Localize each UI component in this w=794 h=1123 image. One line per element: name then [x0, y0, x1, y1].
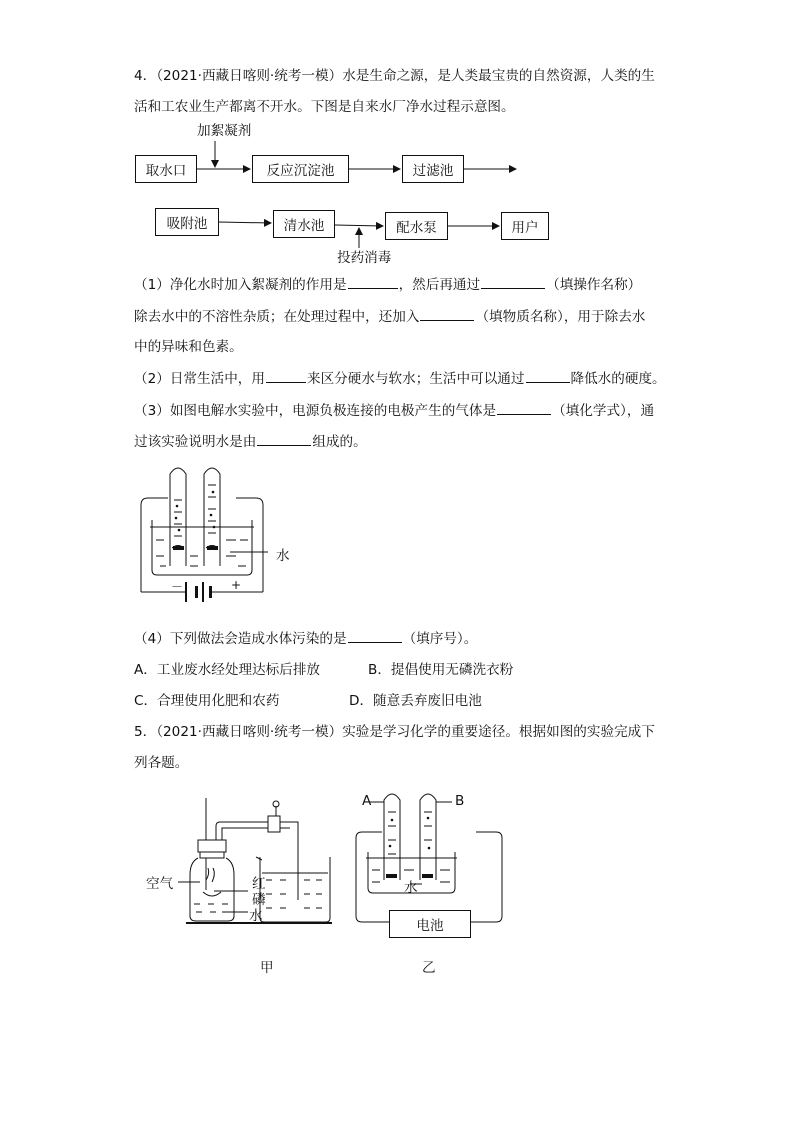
q4-part2-text-b: 来区分硬水与软水；生活中可以通过 — [307, 371, 525, 387]
flow-box-clear-tank: 清水池 — [273, 210, 335, 238]
jia-phosphorus-label: 磷 — [252, 892, 266, 908]
q5-intro-line2: 列各题。 — [134, 755, 189, 771]
yi-tube-b — [420, 794, 436, 880]
q4-part3-text-a: （3）如图电解水实验中，电源负极连接的电极产生的气体是 — [134, 403, 497, 419]
yi-apparatus — [356, 794, 502, 922]
q4-part1-line3: 中的异味和色素。 — [134, 339, 243, 355]
fig1-plus-label: + — [231, 578, 242, 592]
q4-part4-text-a: （4）下列做法会造成水体污染的是 — [134, 631, 347, 647]
option-c: C．合理使用化肥和农药 — [134, 693, 280, 709]
q4-part1-text-b: ，然后再通过 — [398, 277, 481, 293]
q4-intro-line1: 4．（2021·西藏日喀则·统考一模）水是生命之源，是人类最宝贵的自然资源，人类的生 — [134, 68, 655, 84]
jia-red-label: 红 — [252, 876, 266, 892]
flow-box-filter-tank: 过滤池 — [402, 155, 464, 183]
q4-intro-line2: 活和工农业生产都离不开水。下图是自来水厂净水过程示意图。 — [134, 99, 515, 115]
flow-box-user: 用户 — [501, 212, 549, 240]
yi-b-label: B — [455, 793, 465, 809]
flow-box-reaction-tank: 反应沉淀池 — [252, 155, 349, 183]
jia-beaker — [260, 857, 330, 922]
fig1-minus-label: － — [171, 580, 184, 594]
q4-part2-text-c: 降低水的硬度。 — [570, 371, 666, 387]
q4-part1-line2-text-b: （填物质名称），用于除去水 — [475, 309, 646, 325]
flow-box-intake: 取水口 — [135, 155, 197, 183]
yi-wire-right — [470, 832, 502, 922]
q4-part2-text-a: （2）日常生活中，用 — [134, 371, 265, 387]
yi-water-label: 水 — [404, 880, 418, 896]
option-a: A．工业废水经处理达标后排放 — [134, 662, 321, 678]
fig1-water-label: 水 — [276, 548, 290, 564]
option-d: D．随意丢弃废旧电池 — [349, 693, 482, 709]
jia-air-label: 空气 — [146, 876, 174, 892]
q4-part1-line2-text-a: 除去水中的不溶性杂质；在处理过程中，还加入 — [134, 309, 420, 325]
q4-part3-line2-text-a: 过该实验说明水是由 — [134, 434, 257, 450]
q4-part1-text-c: （填操作名称） — [546, 277, 642, 293]
flow-add-coagulant-label: 加絮凝剂 — [197, 123, 252, 139]
option-b: B．提倡使用无磷洗衣粉 — [368, 662, 514, 678]
flow-box-adsorb-tank: 吸附池 — [155, 208, 219, 236]
jia-clamp — [268, 816, 280, 832]
yi-tube-a — [384, 794, 400, 880]
q4-part4-text-b: （填序号）。 — [402, 631, 478, 647]
jia-water-label: 水 — [249, 908, 263, 924]
q4-part3-line2-text-b: 组成的。 — [312, 434, 367, 450]
flow-disinfect-label: 投药消毒 — [337, 250, 392, 266]
q4-part3-text-b: （填化学式），通 — [552, 403, 655, 419]
q4-part1-text-a: （1）净化水时加入絮凝剂的作用是 — [134, 277, 347, 293]
yi-battery-box: 电池 — [389, 910, 471, 938]
jia-caption: 甲 — [260, 960, 274, 976]
q5-intro-line1: 5．（2021·西藏日喀则·统考一模）实验是学习化学的重要途径。根据如图的实验完成下 — [134, 724, 655, 740]
yi-caption: 乙 — [422, 960, 436, 976]
yi-a-label: A — [362, 793, 372, 809]
flow-box-pump: 配水泵 — [385, 212, 448, 240]
